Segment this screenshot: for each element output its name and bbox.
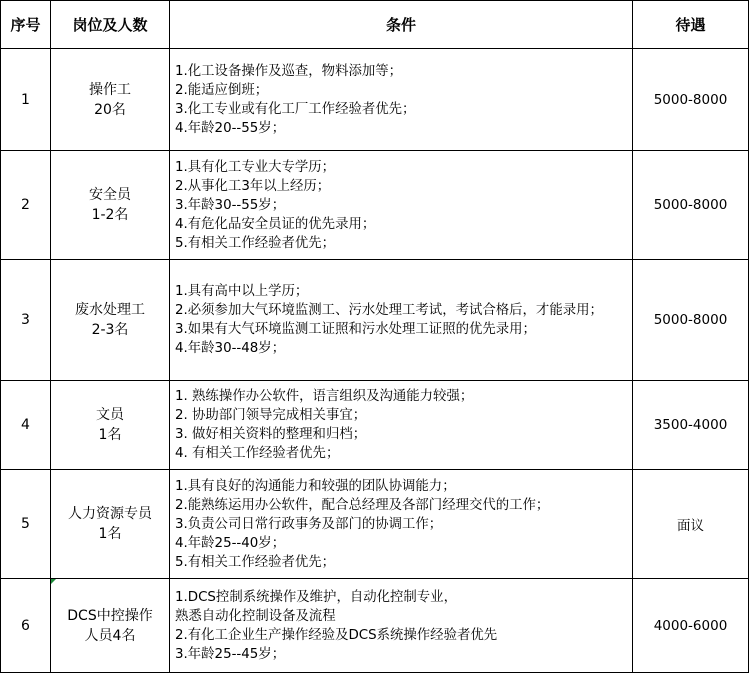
position-cell bbox=[51, 49, 170, 151]
comment-marker-icon bbox=[51, 579, 56, 584]
position-name: DCS中控操作 bbox=[67, 607, 153, 624]
position-name: 人力资源专员 bbox=[68, 506, 152, 522]
conditions-cell bbox=[170, 151, 633, 260]
condition-line: 熟悉自动化控制设备及流程 bbox=[175, 608, 336, 624]
header-index: 序号 bbox=[1, 1, 51, 49]
row-index: 2 bbox=[1, 151, 51, 260]
condition-line: 5.有相关工作经验者优先； bbox=[175, 235, 336, 251]
condition-line: 1.DCS控制系统操作及维护，自动化控制专业， bbox=[175, 589, 457, 605]
pay-cell: 5000-8000 bbox=[633, 49, 749, 151]
condition-line: 1. 熟练操作办公软件，语言组织及沟通能力较强； bbox=[175, 389, 474, 404]
condition-line: 5.有相关工作经验者优先； bbox=[175, 554, 336, 570]
header-pay: 待遇 bbox=[633, 1, 749, 49]
condition-line: 2.能适应倒班； bbox=[175, 82, 269, 98]
header-position: 岗位及人数 bbox=[51, 1, 170, 49]
condition-line: 4. 有相关工作经验者优先； bbox=[175, 446, 340, 461]
row-index: 1 bbox=[1, 49, 51, 151]
condition-line: 1.具有良好的沟通能力和较强的团队协调能力； bbox=[175, 478, 456, 494]
row-index: 3 bbox=[1, 260, 51, 381]
condition-line: 4.年龄30--48岁； bbox=[175, 341, 286, 356]
position-cell bbox=[51, 381, 170, 470]
conditions-cell bbox=[170, 381, 633, 470]
position-cell bbox=[51, 579, 170, 673]
condition-line: 4.年龄20--55岁； bbox=[175, 120, 286, 136]
condition-line: 3.如果有大气环境监测工证照和污水处理工证照的优先录用； bbox=[175, 322, 536, 337]
table-row bbox=[1, 260, 749, 381]
position-name: 文员 bbox=[96, 407, 124, 423]
position-cell bbox=[51, 151, 170, 260]
position-count: 1-2名 bbox=[91, 207, 129, 223]
position-count: 20名 bbox=[94, 101, 126, 118]
conditions-cell bbox=[170, 260, 633, 381]
position-count: 1名 bbox=[98, 526, 122, 542]
row-index: 6 bbox=[1, 579, 51, 673]
pay-cell: 3500-4000 bbox=[633, 381, 749, 470]
pay-cell: 5000-8000 bbox=[633, 151, 749, 260]
conditions-cell bbox=[170, 579, 633, 673]
condition-line: 3.年龄25--45岁； bbox=[175, 646, 286, 662]
condition-line: 1.化工设备操作及巡查，物料添加等； bbox=[175, 63, 403, 79]
position-count: 2-3名 bbox=[91, 322, 129, 338]
condition-line: 2.从事化工3年以上经历； bbox=[175, 178, 331, 194]
conditions-cell bbox=[170, 49, 633, 151]
position-name: 操作工 bbox=[89, 81, 131, 98]
position-name: 安全员 bbox=[89, 187, 131, 203]
position-count: 人员4名 bbox=[84, 627, 136, 644]
position-cell bbox=[51, 470, 170, 579]
position-cell bbox=[51, 260, 170, 381]
position-count: 1名 bbox=[98, 427, 122, 443]
condition-line: 3.负责公司日常行政事务及部门的协调工作； bbox=[175, 516, 443, 532]
table-row bbox=[1, 579, 749, 673]
condition-line: 2.能熟练运用办公软件，配合总经理及各部门经理交代的工作； bbox=[175, 497, 550, 513]
condition-line: 2.有化工企业生产操作经验及DCS系统操作经验者优先 bbox=[175, 627, 498, 643]
pay-cell: 面议 bbox=[633, 470, 749, 579]
condition-line: 4.年龄25--40岁； bbox=[175, 535, 286, 551]
table-row bbox=[1, 381, 749, 470]
pay-cell: 5000-8000 bbox=[633, 260, 749, 381]
conditions-cell bbox=[170, 470, 633, 579]
header-row bbox=[1, 1, 749, 49]
condition-line: 3.化工专业或有化工厂工作经验者优先； bbox=[175, 101, 416, 117]
row-index: 4 bbox=[1, 381, 51, 470]
condition-line: 2.必须参加大气环境监测工、污水处理工考试，考试合格后，才能录用； bbox=[175, 303, 603, 318]
condition-line: 3.年龄30--55岁； bbox=[175, 197, 286, 213]
row-index: 5 bbox=[1, 470, 51, 579]
condition-line: 2. 协助部门领导完成相关事宜； bbox=[175, 408, 367, 423]
condition-line: 1.具有化工专业大专学历； bbox=[175, 159, 336, 175]
header-conditions: 条件 bbox=[170, 1, 633, 49]
condition-line: 3. 做好相关资料的整理和归档； bbox=[175, 427, 367, 442]
table-row bbox=[1, 470, 749, 579]
pay-cell: 4000-6000 bbox=[633, 579, 749, 673]
table-row bbox=[1, 151, 749, 260]
table-row bbox=[1, 49, 749, 151]
condition-line: 4.有危化品安全员证的优先录用； bbox=[175, 216, 376, 232]
position-name: 废水处理工 bbox=[75, 302, 145, 318]
condition-line: 1.具有高中以上学历； bbox=[175, 284, 309, 299]
